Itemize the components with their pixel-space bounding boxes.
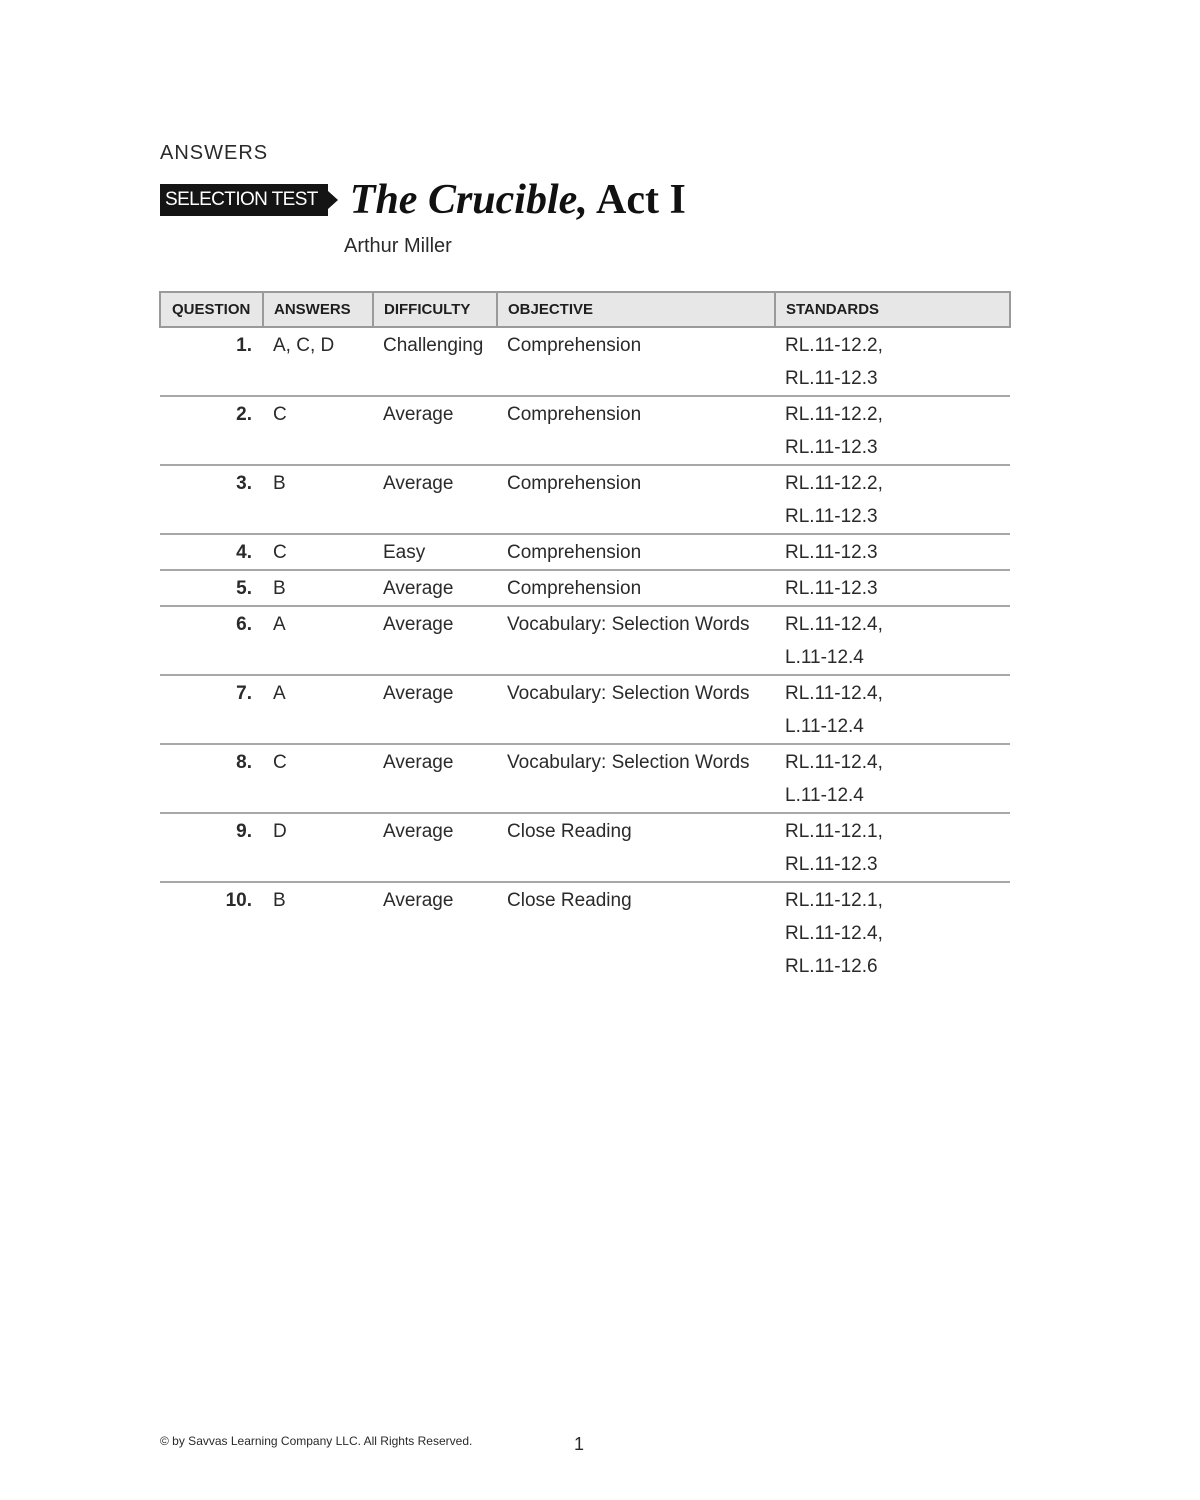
table-row <box>160 813 1010 882</box>
column-header-question: QUESTION <box>160 292 263 327</box>
difficulty-cell: Average <box>373 570 497 606</box>
difficulty-cell: Challenging <box>373 327 497 396</box>
standards-cell <box>775 327 1010 396</box>
question-number: 3. <box>160 465 263 534</box>
standard-code: RL.11-12.3 <box>785 368 878 389</box>
title-part: Act I <box>595 177 686 223</box>
table-row <box>160 744 1010 813</box>
standards-cell <box>775 882 1010 983</box>
standard-code: RL.11-12.4, <box>785 683 883 704</box>
title-work: The Crucible, <box>349 177 588 223</box>
answer-cell: C <box>263 534 373 570</box>
column-header-answers: ANSWERS <box>263 292 373 327</box>
standard-code: RL.11-12.3 <box>785 542 878 563</box>
title-row <box>160 176 686 224</box>
page-title <box>350 176 686 224</box>
standard-code: RL.11-12.4, <box>785 923 883 944</box>
standards-cell <box>775 570 1010 606</box>
standard-code: RL.11-12.3 <box>785 506 878 527</box>
answer-cell: B <box>263 465 373 534</box>
objective-cell: Vocabulary: Selection Words <box>497 744 775 813</box>
table-row <box>160 327 1010 396</box>
table-header-row <box>160 292 1010 327</box>
answer-key-table <box>159 291 1011 983</box>
standard-code: RL.11-12.6 <box>785 956 878 977</box>
standard-code: RL.11-12.1, <box>785 890 883 911</box>
question-number: 8. <box>160 744 263 813</box>
standard-code: RL.11-12.4, <box>785 752 883 773</box>
question-number: 7. <box>160 675 263 744</box>
question-number: 10. <box>225 890 252 911</box>
standard-code: RL.11-12.3 <box>785 578 878 599</box>
answer-cell: A <box>263 675 373 744</box>
selection-test-badge: SELECTION TEST <box>160 184 328 216</box>
objective-cell: Vocabulary: Selection Words <box>497 675 775 744</box>
objective-cell: Comprehension <box>497 327 775 396</box>
column-header-objective: OBJECTIVE <box>497 292 775 327</box>
standard-code: RL.11-12.1, <box>785 821 883 842</box>
standards-cell <box>775 606 1010 675</box>
standard-code: RL.11-12.4, <box>785 614 883 635</box>
standard-code: L.11-12.4 <box>785 716 864 737</box>
objective-cell: Close Reading <box>507 890 632 911</box>
answer-cell: C <box>263 396 373 465</box>
standards-cell <box>775 465 1010 534</box>
question-number: 5. <box>160 570 263 606</box>
standard-code: RL.11-12.3 <box>785 854 878 875</box>
question-number: 6. <box>160 606 263 675</box>
answer-cell: C <box>263 744 373 813</box>
standards-cell <box>775 813 1010 882</box>
objective-cell: Comprehension <box>497 534 775 570</box>
difficulty-cell: Easy <box>373 534 497 570</box>
table-row <box>160 396 1010 465</box>
standard-code: RL.11-12.2, <box>785 335 883 356</box>
standards-cell <box>775 534 1010 570</box>
difficulty-cell: Average <box>373 465 497 534</box>
objective-cell: Comprehension <box>497 570 775 606</box>
table-row <box>160 465 1010 534</box>
column-header-standards: STANDARDS <box>775 292 1010 327</box>
standards-cell <box>775 396 1010 465</box>
column-header-difficulty: DIFFICULTY <box>373 292 497 327</box>
answer-cell: D <box>263 813 373 882</box>
objective-cell: Vocabulary: Selection Words <box>497 606 775 675</box>
difficulty-cell: Average <box>373 744 497 813</box>
answer-cell: A <box>263 606 373 675</box>
objective-cell: Comprehension <box>497 465 775 534</box>
section-label: ANSWERS <box>160 142 269 164</box>
standard-code: RL.11-12.2, <box>785 473 883 494</box>
objective-cell: Comprehension <box>497 396 775 465</box>
difficulty-cell: Average <box>373 606 497 675</box>
table-row <box>160 606 1010 675</box>
copyright-notice: © by Savvas Learning Company LLC. All Rights Reserved. <box>160 1434 473 1448</box>
table-row <box>160 675 1010 744</box>
answer-cell: B <box>263 570 373 606</box>
question-number: 2. <box>160 396 263 465</box>
question-number: 9. <box>160 813 263 882</box>
difficulty-cell: Average <box>383 890 454 911</box>
answer-cell: B <box>273 890 286 911</box>
table-row <box>160 882 1010 983</box>
author-name: Arthur Miller <box>344 235 452 257</box>
standard-code: L.11-12.4 <box>785 647 864 668</box>
standard-code: L.11-12.4 <box>785 785 864 806</box>
standard-code: RL.11-12.2, <box>785 404 883 425</box>
table-row <box>160 570 1010 606</box>
standards-cell <box>775 675 1010 744</box>
standard-code: RL.11-12.3 <box>785 437 878 458</box>
page-number: 1 <box>574 1434 585 1454</box>
question-number: 4. <box>160 534 263 570</box>
objective-cell: Close Reading <box>497 813 775 882</box>
standards-cell <box>775 744 1010 813</box>
difficulty-cell: Average <box>373 813 497 882</box>
answer-cell: A, C, D <box>263 327 373 396</box>
difficulty-cell: Average <box>373 396 497 465</box>
difficulty-cell: Average <box>373 675 497 744</box>
table-row <box>160 534 1010 570</box>
question-number: 1. <box>160 327 263 396</box>
